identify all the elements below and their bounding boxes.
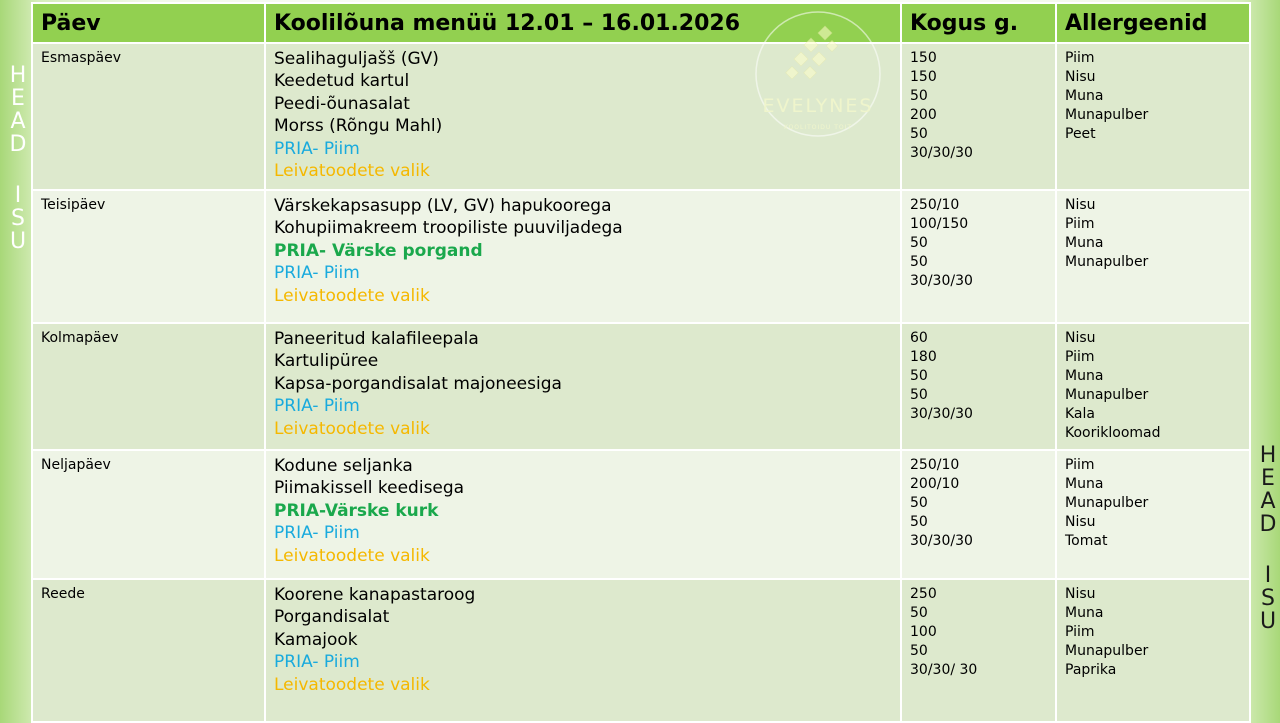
side-letter [1256,536,1280,564]
menu-table [31,2,1251,723]
amount-value: 250/10 [910,197,960,213]
allergen-item: Munapulber [1065,495,1149,511]
allergen-item: Muna [1065,368,1104,384]
side-letter: H [9,63,27,88]
dish-item: PRIA- Piim [274,396,360,417]
allergen-item: Tomat [1065,533,1108,549]
side-letter: U [1259,609,1277,634]
allergen-item: Munapulber [1065,254,1149,270]
dish-item: Kohupiimakreem troopiliste puuviljadega [274,218,623,239]
amount-value: 50 [910,88,928,104]
dish-item: Leivatoodete valik [274,674,430,695]
dish-item: Paneeritud kalafileepala [274,329,479,349]
amount-value: 250/10 [910,457,960,473]
side-letter: D [1259,512,1277,537]
amount-cell [901,190,1056,323]
allergens-cell [1056,579,1250,722]
header-menu: Koolilõuna menüü 12.01 – 16.01.2026 [265,3,901,43]
dish-item: Koorene kanapastaroog [274,585,476,605]
amount-value: 50 [910,495,928,511]
allergen-item: Peet [1065,126,1096,142]
allergen-item: Muna [1065,88,1104,104]
allergen-item: Piim [1065,216,1095,232]
dish-item: Leivatoodete valik [274,161,430,182]
dish-item: PRIA- Piim [274,138,360,159]
dish-item: PRIA- Piim [274,652,360,673]
allergen-item: Munapulber [1065,643,1149,659]
side-text-left [6,64,30,253]
dish-item: PRIA- Värske porgand [274,240,483,261]
header-allergens: Allergeenid [1056,3,1250,43]
dish-item: Leivatoodete valik [274,545,430,566]
allergen-item: Nisu [1065,197,1096,213]
amount-value: 150 [910,50,937,66]
amount-value: 100/150 [910,216,969,232]
header-row [32,3,1250,43]
dish-item: Leivatoodete valik [274,285,430,306]
amount-value: 50 [910,514,928,530]
dish-item: Keedetud kartul [274,71,410,92]
allergen-item: Munapulber [1065,107,1149,123]
side-letter: A [10,109,26,134]
side-letter: I [14,183,22,208]
dish-item: Peedi-õunasalat [274,93,410,114]
dish-item: Sealihaguljašš (GV) [274,49,439,69]
amount-value: 150 [910,69,937,85]
allergen-item: Piim [1065,457,1095,473]
header-day: Päev [32,3,265,43]
dish-item: Kartulipüree [274,351,379,372]
amount-value: 50 [910,235,928,251]
allergen-item: Muna [1065,605,1104,621]
header-amount: Kogus g. [901,3,1056,43]
allergens-cell [1056,190,1250,323]
side-letter: S [11,206,25,231]
dish-item: Piimakissell keedisega [274,478,465,499]
dishes-cell [265,323,901,450]
day-cell: Esmaspäev [32,43,265,190]
amount-cell [901,323,1056,450]
amount-value: 50 [910,368,928,384]
amount-value: 30/30/30 [910,533,973,549]
allergen-item: Piim [1065,50,1095,66]
amount-value: 50 [910,126,928,142]
allergen-item: Paprika [1065,662,1117,678]
allergen-item: Muna [1065,476,1104,492]
table-row [32,450,1250,579]
amount-value: 30/30/30 [910,406,973,422]
amount-value: 180 [910,349,937,365]
side-letter: U [9,229,27,254]
amount-value: 200 [910,107,937,123]
allergen-item: Muna [1065,235,1104,251]
allergen-item: Nisu [1065,514,1096,530]
dishes-cell [265,190,901,323]
allergens-cell [1056,450,1250,579]
side-letter: D [9,132,27,157]
dish-item: Morss (Rõngu Mahl) [274,116,443,137]
dish-item: Värskekapsasupp (LV, GV) hapukoorega [274,196,612,216]
amount-value: 50 [910,643,928,659]
side-letter: S [1261,586,1275,611]
amount-value: 30/30/ 30 [910,662,978,678]
amount-value: 50 [910,387,928,403]
side-letter: I [1264,563,1272,588]
dish-item: PRIA-Värske kurk [274,500,439,521]
logo-name: EVELYNES [762,95,874,117]
day-cell: Reede [32,579,265,722]
amount-cell [901,579,1056,722]
table-row [32,579,1250,722]
allergen-item: Nisu [1065,586,1096,602]
amount-value: 30/30/30 [910,273,973,289]
day-cell: Kolmapäev [32,323,265,450]
table-row [32,190,1250,323]
side-letter [6,156,30,184]
amount-cell [901,450,1056,579]
amount-value: 30/30/30 [910,145,973,161]
side-letter: E [1261,466,1275,491]
dishes-cell [265,450,901,579]
allergens-cell [1056,43,1250,190]
allergen-item: Piim [1065,624,1095,640]
dish-item: Porgandisalat [274,607,390,628]
allergen-item: Munapulber [1065,387,1149,403]
dish-item: Kodune seljanka [274,456,413,476]
side-text-right [1256,444,1280,633]
side-letter: E [11,86,25,111]
day-cell: Teisipäev [32,190,265,323]
dish-item: Leivatoodete valik [274,418,430,439]
dish-item: Kamajook [274,629,358,650]
side-letter: H [1259,443,1277,468]
dish-item: PRIA- Piim [274,523,360,544]
allergen-item: Nisu [1065,330,1096,346]
amount-value: 250 [910,586,937,602]
table-row [32,323,1250,450]
allergens-cell [1056,323,1250,450]
amount-value: 60 [910,330,928,346]
allergen-item: Kala [1065,406,1095,422]
amount-value: 100 [910,624,937,640]
day-cell: Neljapäev [32,450,265,579]
logo-sub: KOOLITOIDU TOIT [783,124,853,131]
dishes-cell [265,579,901,722]
amount-value: 50 [910,254,928,270]
dish-item: PRIA- Piim [274,263,360,284]
amount-cell [901,43,1056,190]
allergen-item: Nisu [1065,69,1096,85]
dishes-cell [265,43,901,190]
amount-value: 50 [910,605,928,621]
table-row [32,43,1250,190]
allergen-item: Piim [1065,349,1095,365]
amount-value: 200/10 [910,476,960,492]
allergen-item: Koorikloomad [1065,425,1161,441]
dish-item: Kapsa-porgandisalat majoneesiga [274,373,562,394]
side-letter: A [1260,489,1276,514]
